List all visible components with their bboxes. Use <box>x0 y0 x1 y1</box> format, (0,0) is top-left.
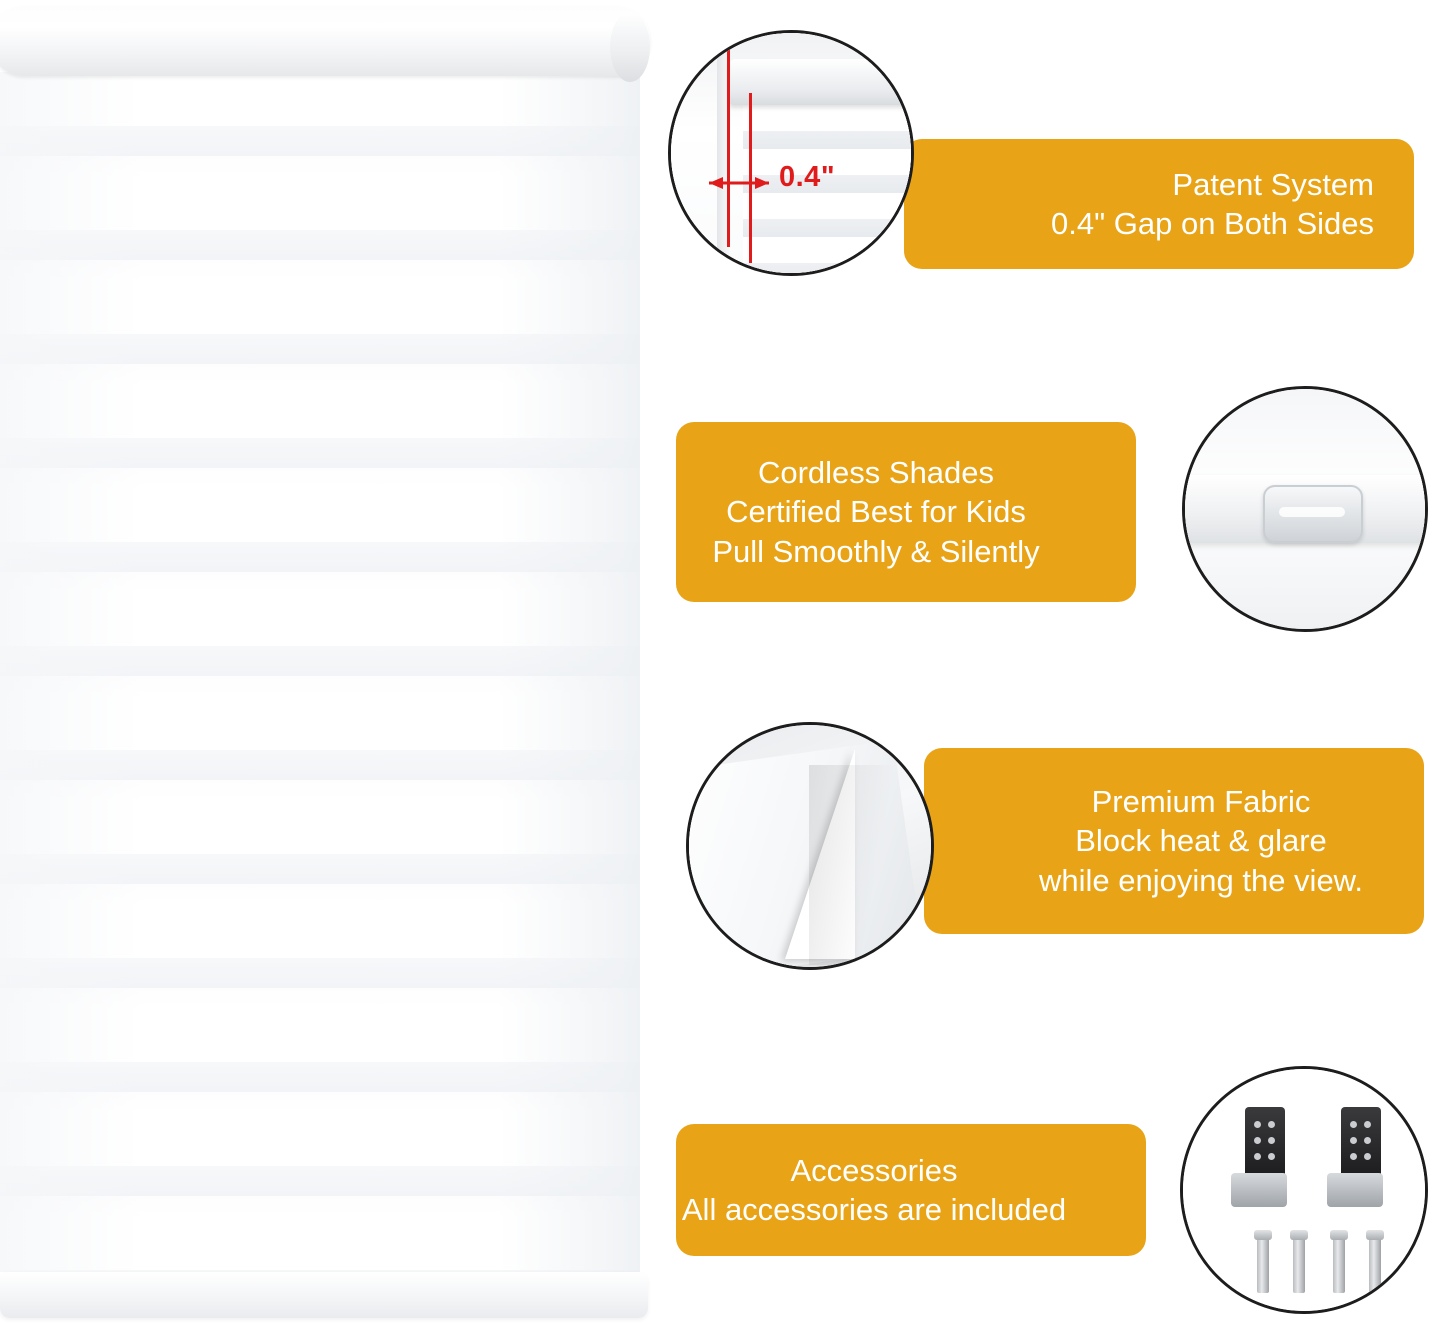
callout-line: Accessories <box>790 1152 958 1188</box>
feature-accessories-photo <box>1180 1066 1428 1314</box>
callout-line: Block heat & glare <box>1075 823 1327 859</box>
screw-3 <box>1333 1237 1345 1293</box>
callout-line: 0.4" Gap on Both Sides <box>1051 206 1374 241</box>
feature-accessories-callout <box>676 1124 1146 1256</box>
callout-line: All accessories are included <box>681 1192 1067 1227</box>
feature-patent-system-callout <box>904 139 1414 269</box>
feature-premium-fabric-callout <box>924 748 1424 934</box>
feature-premium-fabric <box>686 722 1430 978</box>
callout-line: Premium Fabric <box>1091 784 1311 820</box>
feature-accessories <box>676 1066 1428 1322</box>
callout-line: Pull Smoothly & Silently <box>712 533 1040 569</box>
feature-premium-fabric-photo <box>686 722 934 970</box>
shade-bottom-rail <box>0 1272 648 1318</box>
callout-line: Certified Best for Kids <box>726 494 1026 530</box>
callout-line: while enjoying the view. <box>1039 862 1363 898</box>
feature-cordless-shades-callout <box>676 422 1136 602</box>
shade-headrail <box>0 6 650 76</box>
mounting-bracket-left <box>1245 1107 1285 1203</box>
measurement-arrows-icon <box>707 173 771 193</box>
bracket-base-right <box>1327 1173 1383 1207</box>
cordless-pull-handle <box>1263 485 1363 543</box>
screw-2 <box>1293 1237 1305 1293</box>
screw-1 <box>1257 1237 1269 1293</box>
shade-fabric-body <box>0 72 640 1272</box>
feature-cordless-shades-photo <box>1182 386 1428 632</box>
feature-patent-system <box>668 30 1428 290</box>
screw-4 <box>1369 1237 1381 1293</box>
gap-measurement-label: 0.4" <box>779 161 836 193</box>
shade-headrail-end-cap <box>610 12 650 82</box>
measurement-line-left <box>727 47 730 247</box>
feature-patent-system-photo <box>668 30 914 276</box>
bracket-base-left <box>1231 1173 1287 1207</box>
fabric-shadow <box>809 765 919 965</box>
feature-cordless-shades <box>676 386 1428 646</box>
mounting-bracket-right <box>1341 1107 1381 1203</box>
shade-headrail-closeup <box>729 59 914 105</box>
callout-line: Cordless Shades <box>757 455 995 491</box>
product-photo <box>0 0 660 1331</box>
callout-line: Patent System <box>1172 166 1374 202</box>
